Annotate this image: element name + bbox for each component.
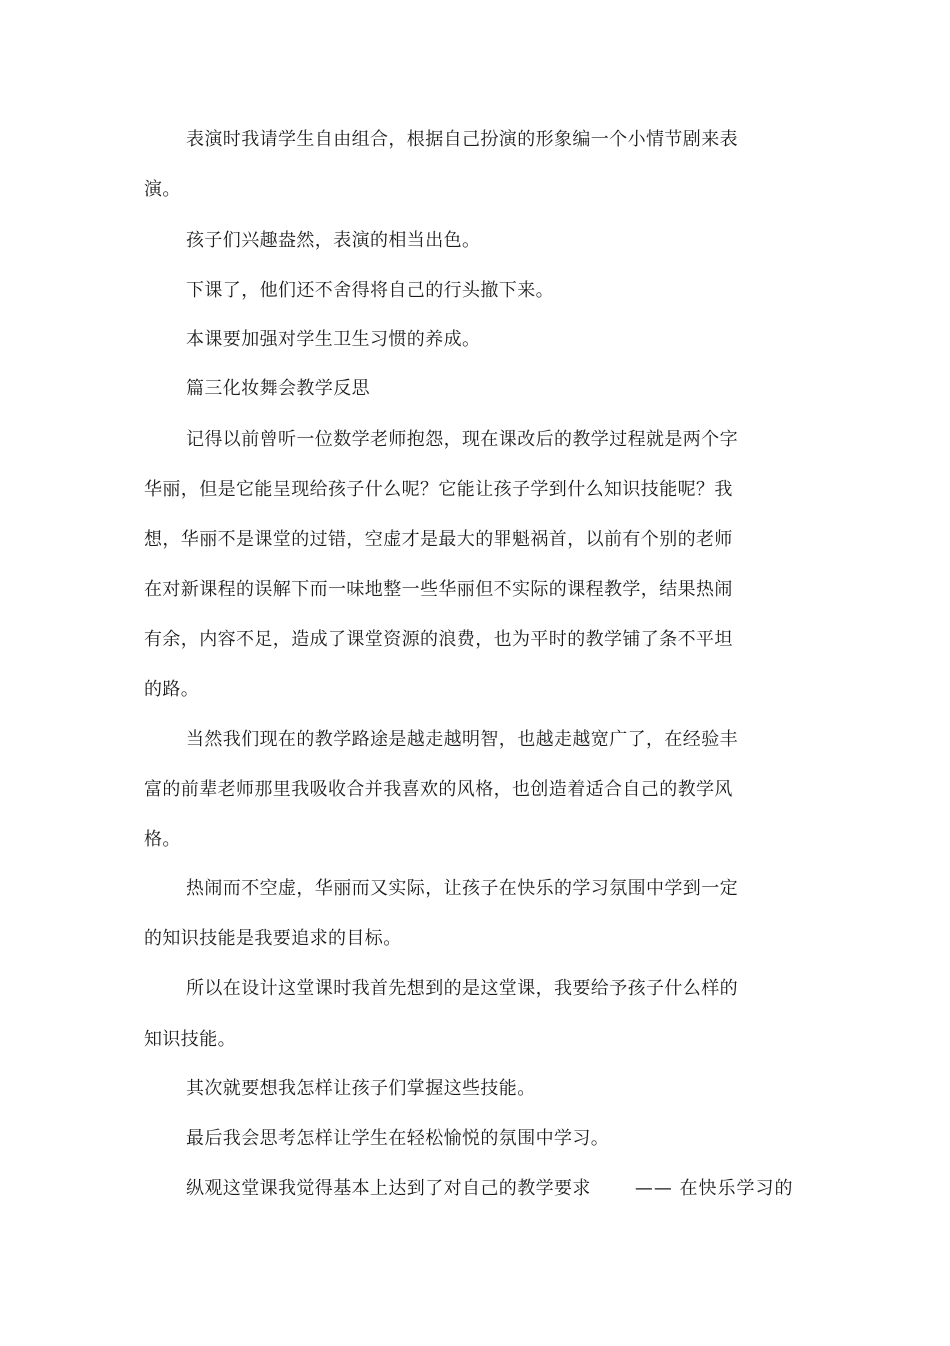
text-line: 最后我会思考怎样让学生在轻松愉悦的氛围中学习。 xyxy=(186,1128,610,1149)
text-line: 的知识技能是我要追求的目标。 xyxy=(144,928,402,949)
text-line: 富的前辈老师那里我吸收合并我喜欢的风格，也创造着适合自己的教学风 xyxy=(144,779,733,800)
text-line: 有余，内容不足，造成了课堂资源的浪费，也为平时的教学铺了条不平坦 xyxy=(144,629,733,650)
text-line: 知识技能。 xyxy=(144,1029,236,1050)
section-heading: 篇三化妆舞会教学反思 xyxy=(186,378,370,399)
text-line: 华丽，但是它能呈现给孩子什么呢？它能让孩子学到什么知识技能呢？我 xyxy=(144,479,733,500)
text-line: 热闹而不空虚，华丽而又实际，让孩子在快乐的学习氛围中学到一定 xyxy=(186,878,738,899)
text-line: 当然我们现在的教学路途是越走越明智，也越走越宽广了，在经验丰 xyxy=(186,729,738,750)
text-line: 格。 xyxy=(144,829,181,850)
text-line: 演。 xyxy=(144,179,181,200)
text-line: 表演时我请学生自由组合，根据自己扮演的形象编一个小情节剧来表 xyxy=(186,129,738,150)
text-line xyxy=(186,1177,794,1201)
text-line: 记得以前曾听一位数学老师抱怨，现在课改后的教学过程就是两个字 xyxy=(186,429,738,450)
text-line: 本课要加强对学生卫生习惯的养成。 xyxy=(186,329,481,350)
text-line: 孩子们兴趣盎然，表演的相当出色。 xyxy=(186,230,481,251)
text-line: 想，华丽不是课堂的过错，空虚才是最大的罪魁祸首，以前有个别的老师 xyxy=(144,529,733,550)
text-line-main: 纵观这堂课我觉得基本上达到了对自己的教学要求 xyxy=(186,1178,591,1199)
text-line: 所以在设计这堂课时我首先想到的是这堂课，我要给予孩子什么样的 xyxy=(186,978,738,999)
text-line-tail: —— 在快乐学习的 xyxy=(634,1178,794,1199)
text-line: 其次就要想我怎样让孩子们掌握这些技能。 xyxy=(186,1078,536,1099)
text-line: 下课了，他们还不舍得将自己的行头撤下来。 xyxy=(186,280,554,301)
text-line: 的路。 xyxy=(144,679,200,700)
text-line: 在对新课程的误解下而一味地整一些华丽但不实际的课程教学，结果热闹 xyxy=(144,579,733,600)
